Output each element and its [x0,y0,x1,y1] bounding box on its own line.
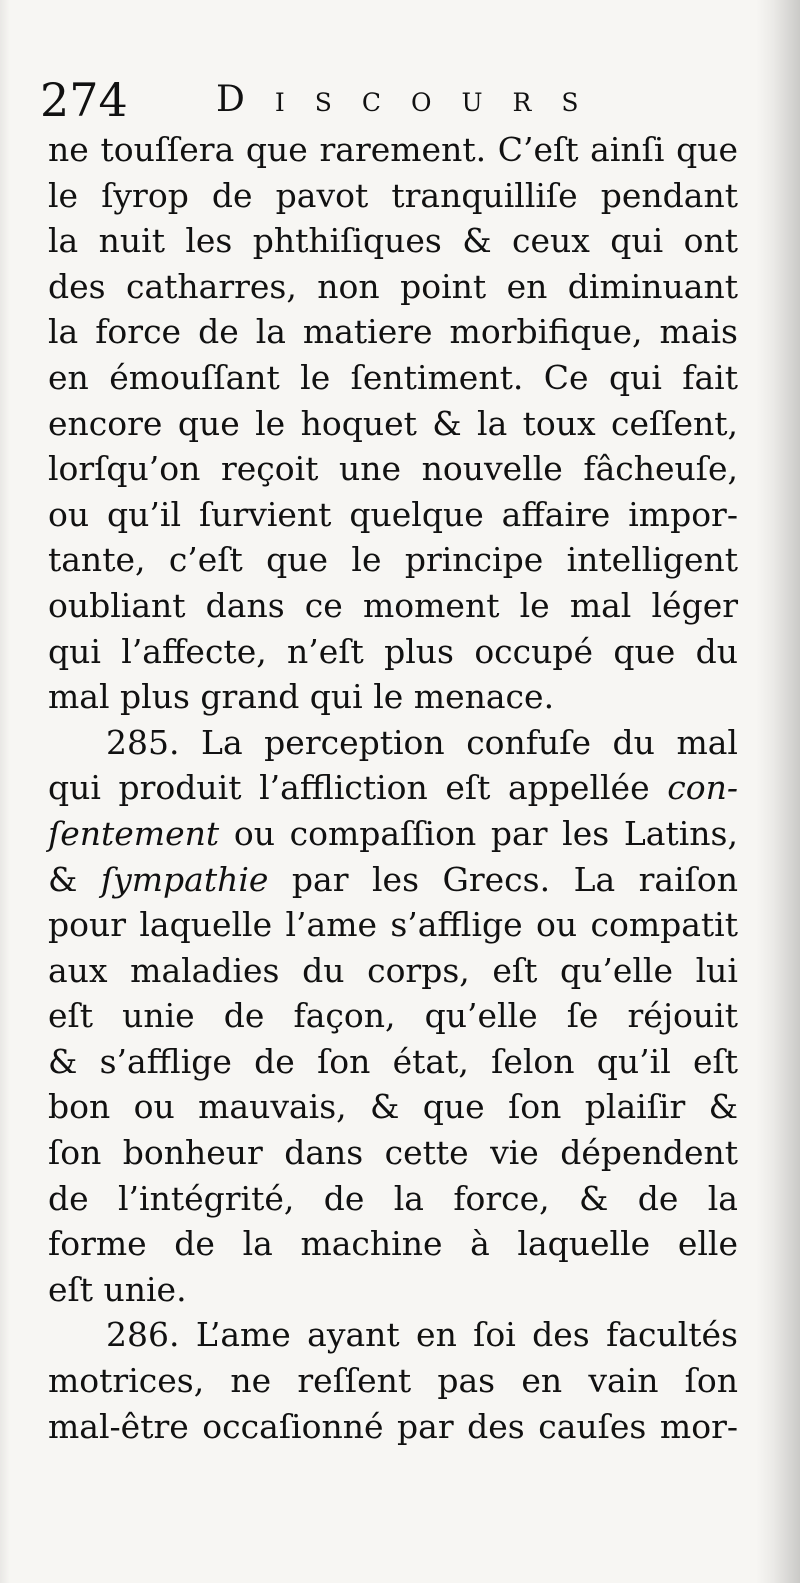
paragraph-286-first-line [48,1312,738,1358]
text-line: mal-être occaſionné par des cauſes mor- [48,1406,738,1446]
page-left-edge [0,0,10,1583]
text-line: ne touſſera que rarement. C’eſt ainſi que [48,130,738,169]
paragraph-number: 285. [106,722,180,762]
text-line: mal plus grand qui le menace. [48,677,555,717]
running-title: Discours [216,79,609,120]
text-line: eſt unie de façon, qu’elle ſe réjouit [48,996,738,1036]
text-line [48,857,738,903]
text-line: la nuit les phthiſiques & ceux qui ont [48,221,738,261]
text-line: & s’afflige de ſon état, ſelon qu’il eſt [48,1041,738,1081]
binding-shadow [756,0,800,1583]
page-number: 274 [40,73,128,127]
page-header [40,72,740,128]
text-segment: ou compaſſion par les Latins, [233,813,738,853]
text-line: pour laquelle l’ame s’afflige ou compatit [48,905,738,945]
text-line: bon ou mauvais, & que ſon plaiſir & [48,1087,738,1127]
italic-term: ſentement [48,813,220,853]
text-line: ſon bonheur dans cette vie dépendent [48,1133,738,1173]
text-line: des catharres, non point en diminuant [48,266,738,306]
text-line: tante, c’eſt que le principe intelligent [48,540,738,580]
text-line: eſt unie. [48,1269,187,1309]
text-line: en émouſſant le ſentiment. Ce qui fait [48,357,738,397]
text-line: de l’intégrité, de la force, & de la [48,1178,738,1218]
text-line: lorſqu’on reçoit une nouvelle fâcheuſe, [48,449,738,489]
text-line [48,765,738,811]
body-text [48,127,738,1449]
text-segment: par les Grecs. La raiſon [291,859,738,899]
text-line: oubliant dans ce moment le mal léger [48,585,738,625]
italic-term: con- [667,768,738,808]
text-line: ou qu’il ſurvient quelque affaire impor- [48,494,738,534]
paragraph-285-first-line [48,720,738,766]
text-line: encore que le hoquet & la toux ceſſent, [48,403,738,443]
text-line: qui l’affecte, n’eſt plus occupé que du [48,631,738,671]
text-line: forme de la machine à laquelle elle [48,1224,738,1264]
italic-term: ſympathie [100,859,269,899]
text-line: motrices, ne reſſent pas en vain ſon [48,1361,738,1401]
text-line: aux maladies du corps, eſt qu’elle lui [48,950,738,990]
text-segment: & [48,859,78,899]
text-segment: qui produit l’affliction eſt appellée [48,768,650,808]
text-line: la force de la matiere morbifique, mais [48,312,738,352]
text-line [48,811,738,857]
text-segment: La perception confuſe du mal [201,722,738,762]
text-segment: L’ame ayant en ſoi des facultés [195,1315,738,1355]
text-line: le ſyrop de pavot tranquilliſe pendant [48,175,738,215]
paragraph-number: 286. [106,1315,180,1355]
